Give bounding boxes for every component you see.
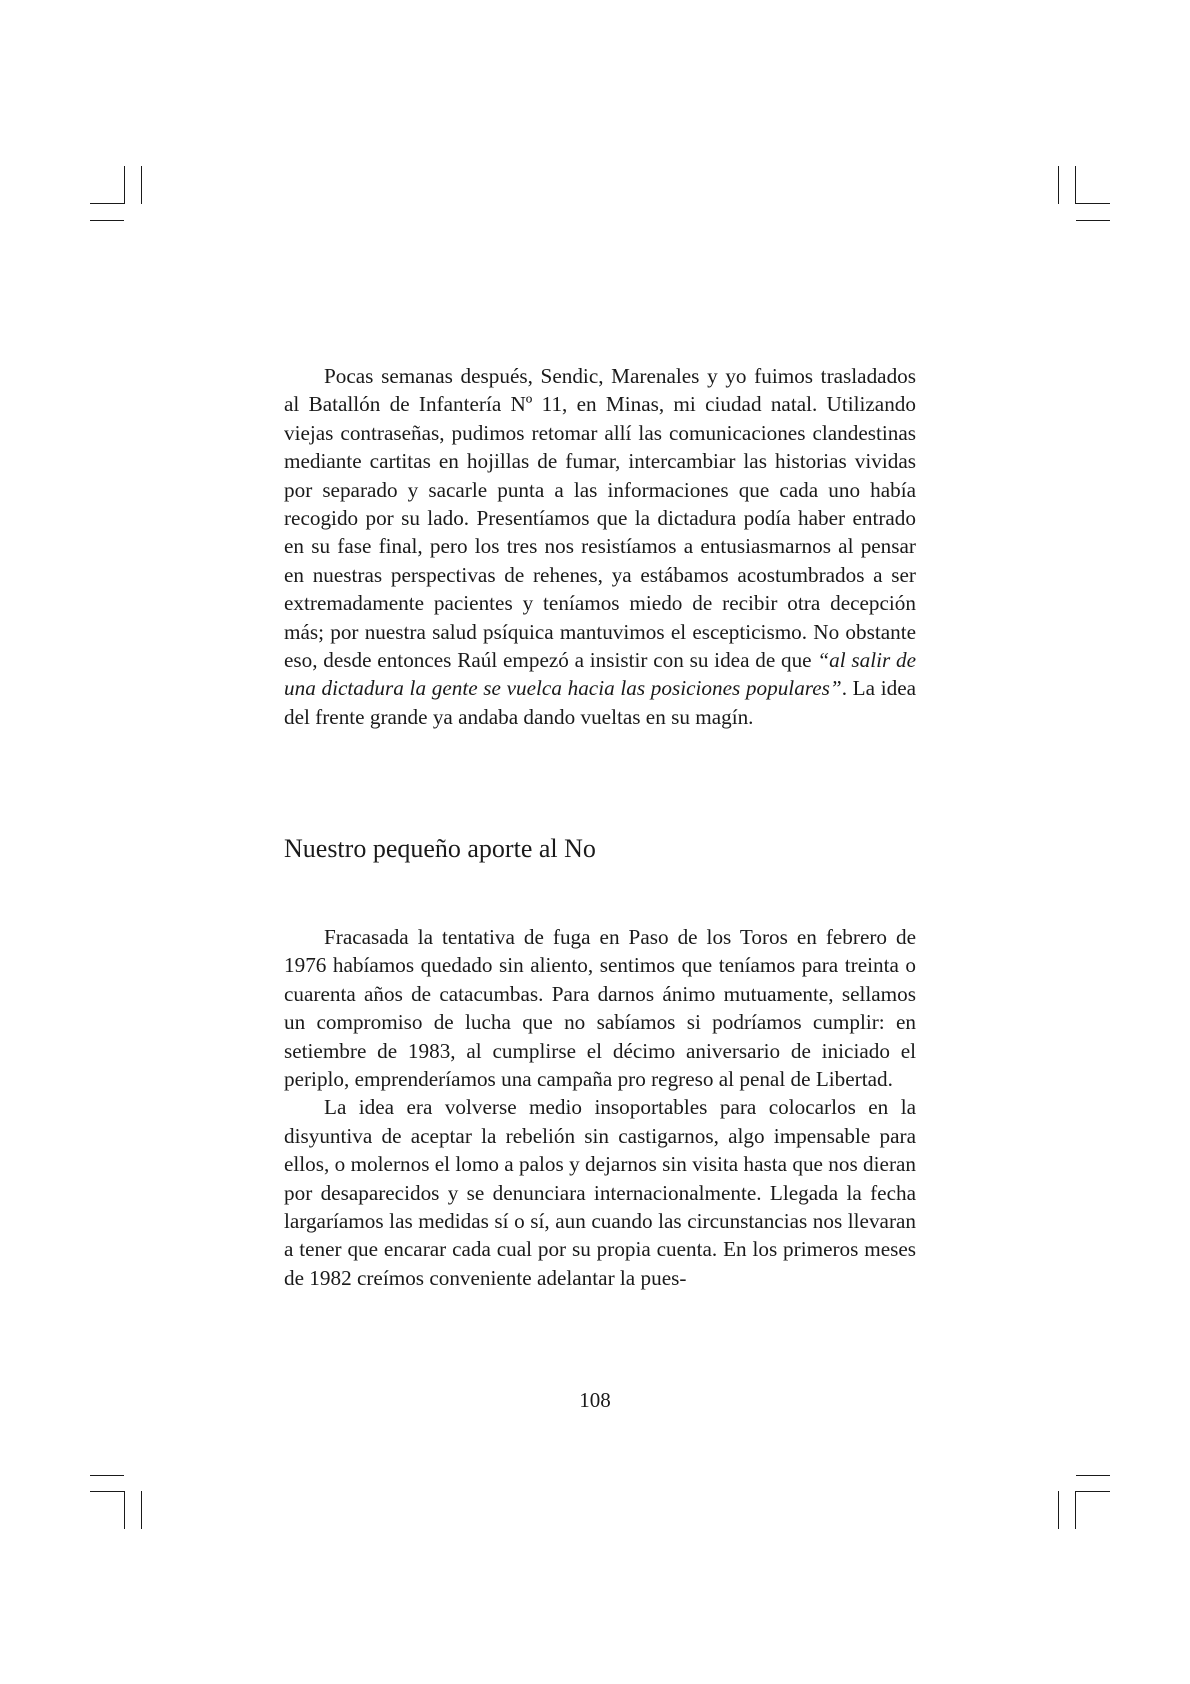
crop-mark-bottom-right <box>1076 1475 1110 1476</box>
crop-mark-bottom-left <box>124 1491 125 1529</box>
body-text-bottom <box>284 923 916 1292</box>
paragraph-1-tail: . La idea del frente grande ya andaba dando vueltas en su magín. <box>284 676 916 729</box>
crop-mark-bottom-right <box>1076 1491 1110 1492</box>
crop-mark-top-left <box>90 203 124 204</box>
paragraph-1-quote: “al salir de una dictadura la gente se vuelca hacia las posiciones populares” <box>284 648 917 701</box>
paragraph-2: Fracasada la tentativa de fuga en Paso de los Toros en febrero de 1976 habíamos quedado sin aliento, sentimos que teníamos para treinta o cuarenta años de catacumbas. Para darnos ánimo mutuamente, sellamos un compromiso de lucha que no sabíamos si podríamos cumplir: en setiembre de 1983, al cumplirse el décimo aniversario de iniciado el periplo, emprenderíamos una campaña pro regreso al penal de Libertad. <box>284 925 916 1092</box>
crop-mark-bottom-left <box>90 1491 124 1492</box>
crop-mark-top-right <box>1076 203 1110 204</box>
section-heading: Nuestro pequeño aporte al No <box>284 834 596 863</box>
crop-mark-bottom-left <box>141 1491 142 1529</box>
crop-mark-bottom-right <box>1058 1491 1059 1529</box>
paragraph-1 <box>284 362 916 731</box>
crop-mark-top-right <box>1058 166 1059 204</box>
crop-mark-bottom-right <box>1075 1491 1076 1529</box>
crop-mark-top-left <box>90 220 124 221</box>
page-number: 108 <box>579 1388 611 1412</box>
paragraph-3: La idea era volverse medio insoportables para colocarlos en la disyuntiva de aceptar la rebelión sin castigarnos, algo impensable para ellos, o molernos el lomo a palos y dejarnos sin visita hasta que nos dieran por desaparecidos y se denunciara internacionalmente. Llegada la fecha largaríamos las medidas sí o sí, aun cuando las circunstancias nos llevaran a tener que encarar cada cual por su propia cuenta. En los primeros meses de 1982 creímos conveniente adelantar la pues- <box>284 1095 916 1290</box>
crop-mark-top-left <box>124 166 125 204</box>
crop-mark-top-right <box>1076 220 1110 221</box>
crop-mark-bottom-left <box>90 1475 124 1476</box>
crop-mark-top-right <box>1075 166 1076 204</box>
paragraph-1-text: Pocas semanas después, Sendic, Marenales y yo fuimos trasladados al Batallón de Infantería Nº 11, en Minas, mi ciudad natal. Utilizando viejas contraseñas, pudimos retomar allí las comunicaciones clandestinas mediante cartitas en hojillas de fumar, intercambiar las historias vividas por separado y sacarle punta a las informaciones que cada uno había recogido por su lado. Presentíamos que la dictadura podía haber entrado en su fase final, pero los tres nos resistíamos a entusiasmarnos al pensar en nuestras perspectivas de rehenes, ya estábamos acostumbrados a ser extremadamente pacientes y teníamos miedo de recibir otra decepción más; por nuestra salud psíquica mantuvimos el escepticismo. No obstante eso, desde entonces Raúl empezó a insistir con su idea de que <box>284 364 916 673</box>
crop-mark-top-left <box>141 166 142 204</box>
body-text-top <box>284 362 916 731</box>
